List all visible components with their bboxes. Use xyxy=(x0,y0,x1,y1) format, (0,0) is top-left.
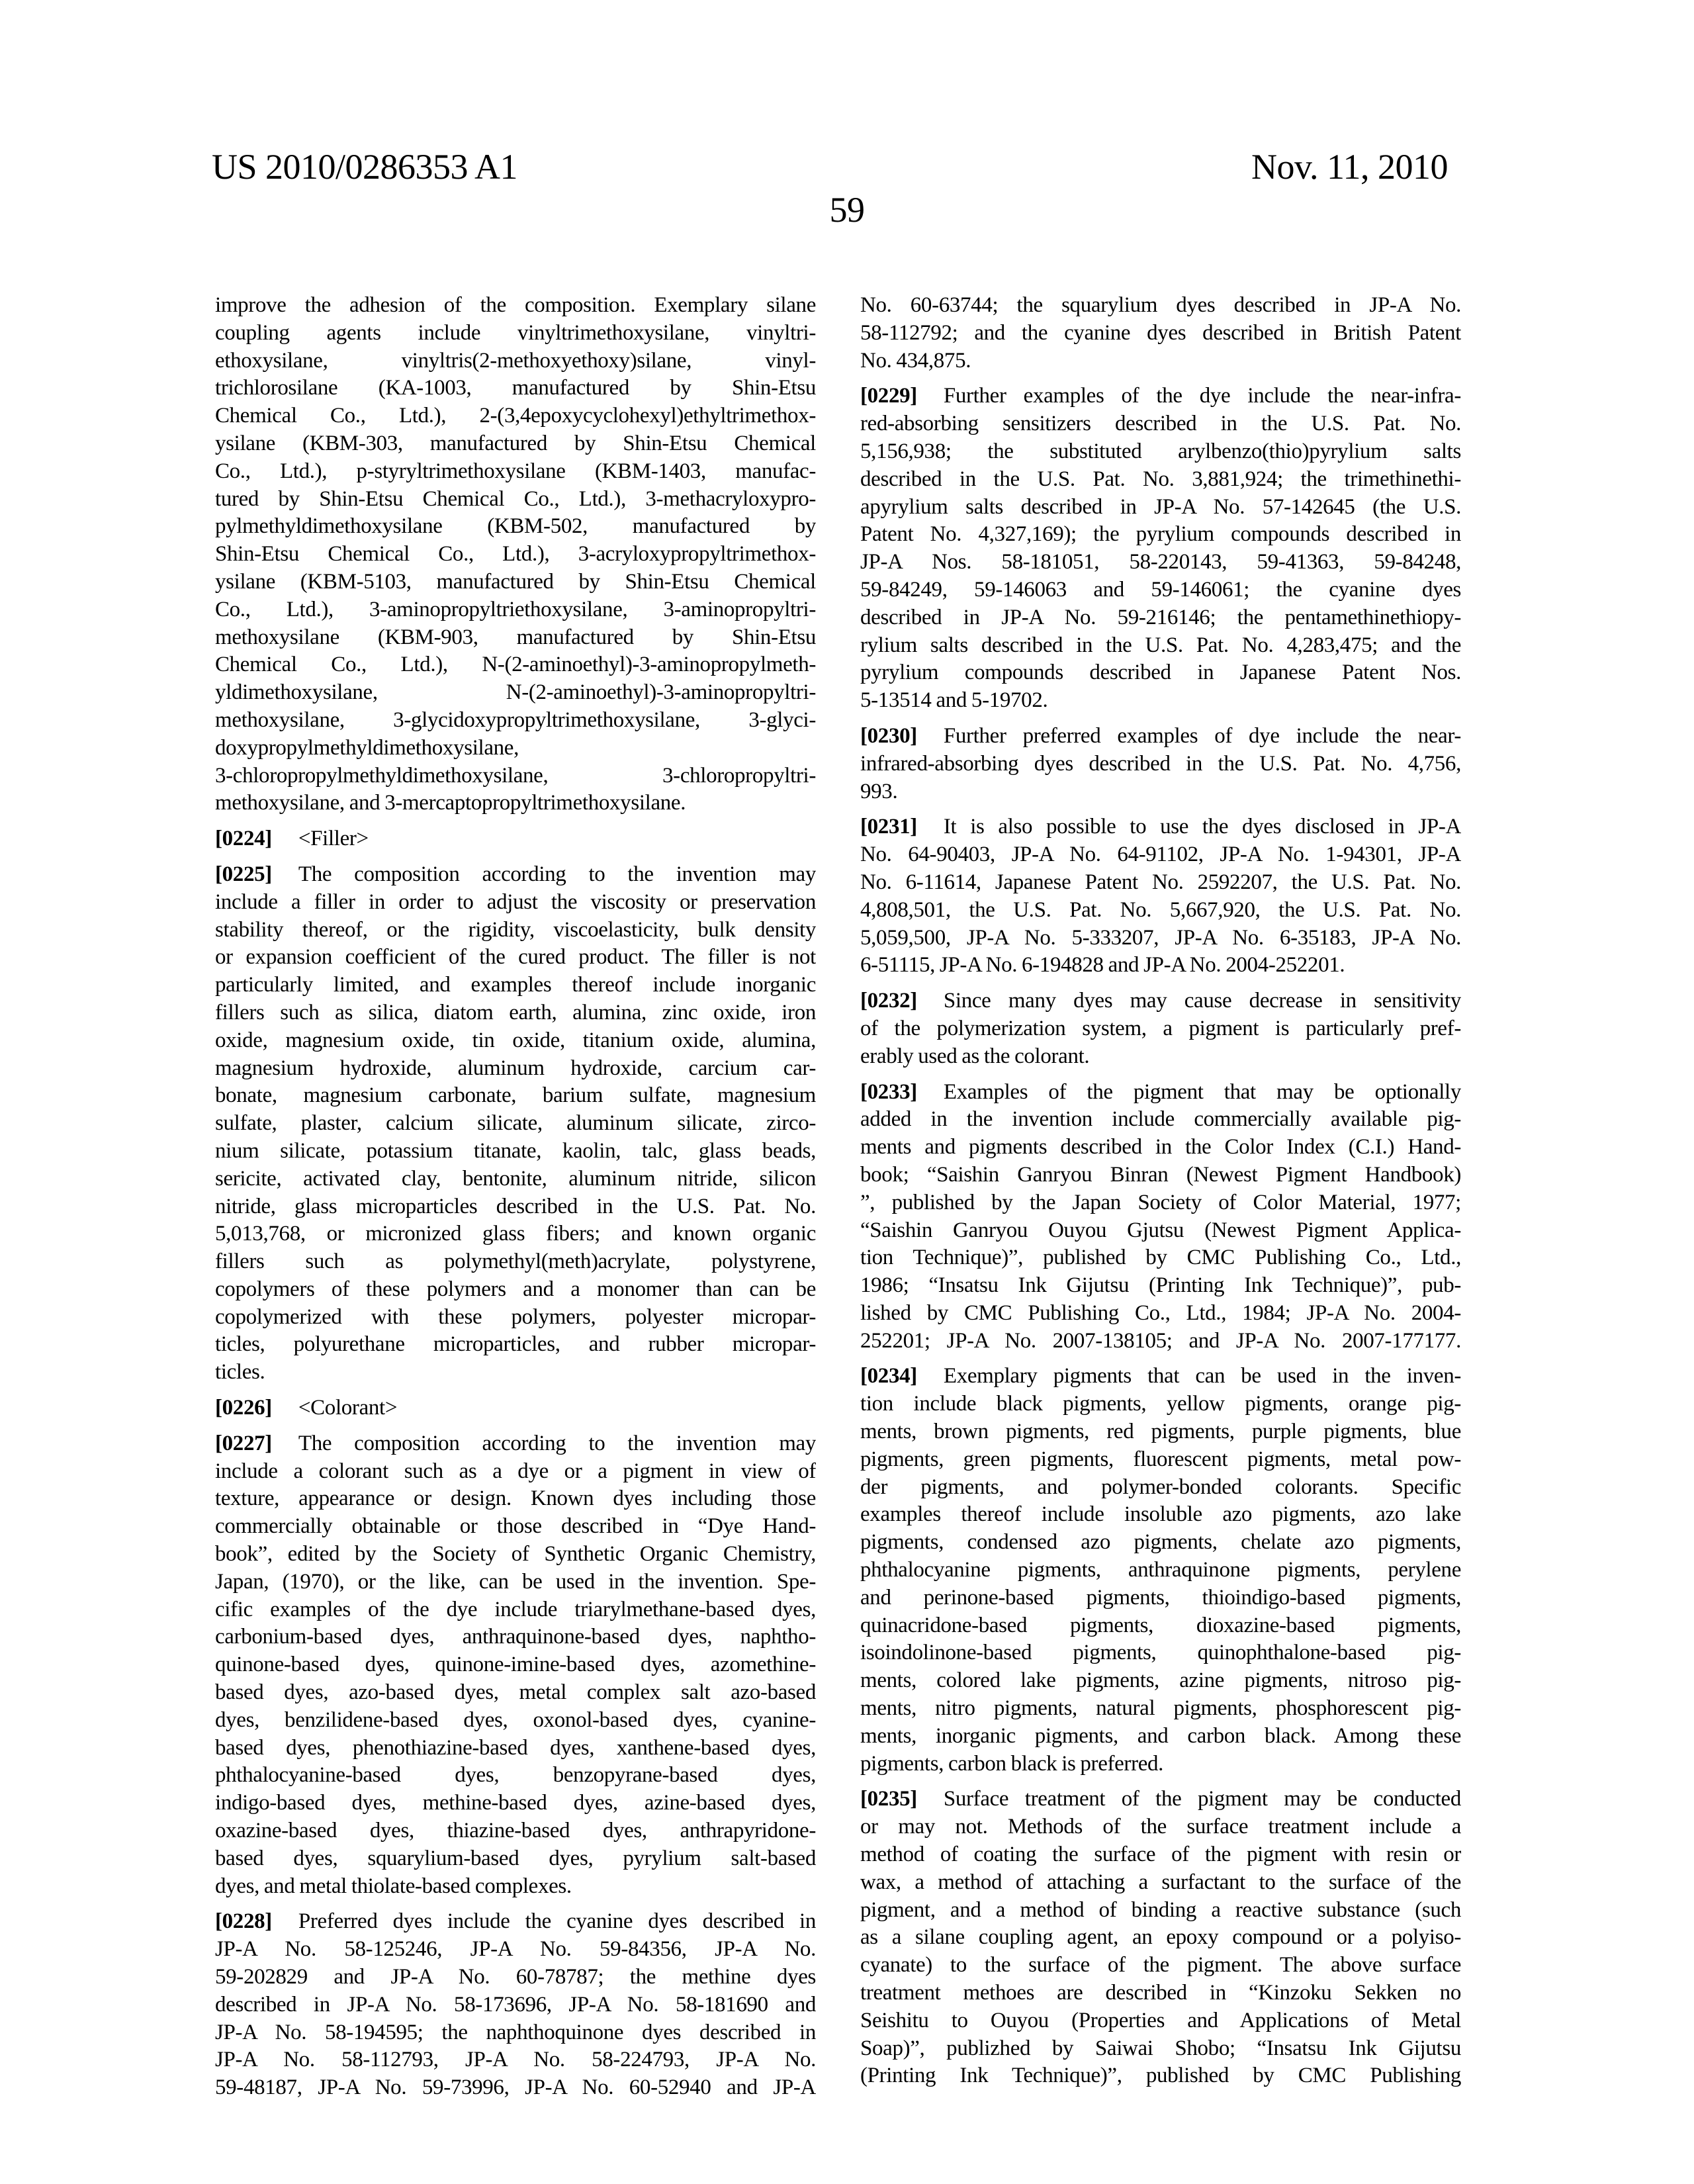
line-text: Japan, (1970), or the like, can be used in the invention. Spe- xyxy=(215,1569,816,1594)
text-line xyxy=(215,1276,816,1304)
line-text: pigment, and a method of binding a reactive substance (such xyxy=(860,1897,1461,1922)
line-text: based dyes, azo-based dyes, metal complex salt azo-based xyxy=(215,1680,816,1705)
text-line xyxy=(860,1106,1461,1134)
line-text: JP-A No. 58-194595; the naphthoquinone dyes described in xyxy=(215,2020,816,2044)
paragraph xyxy=(860,383,1461,715)
line-text: tion include black pigments, yellow pigments, orange pig- xyxy=(860,1392,1461,1416)
line-text: 1986; “Insatsu Ink Gijutsu (Printing Ink Technique)”, pub- xyxy=(860,1273,1461,1298)
text-line xyxy=(860,320,1461,347)
text-line xyxy=(215,1908,816,1936)
line-text: of the polymerization system, a pigment is particularly pref- xyxy=(860,1016,1461,1040)
text-line xyxy=(215,2074,816,2102)
line-text: ments, brown pigments, red pigments, purple pigments, blue xyxy=(860,1420,1461,1444)
text-line xyxy=(215,1458,816,1486)
text-line xyxy=(860,1751,1461,1778)
line-text: Further preferred examples of dye include the near- xyxy=(943,723,1461,748)
text-line xyxy=(215,1220,816,1248)
text-line xyxy=(860,1584,1461,1612)
line-text: Chemical Co., Ltd.), 2-(3,4epoxycyclohexyl)ethyltrimethox- xyxy=(215,404,816,428)
paragraph-number: [0234] xyxy=(860,1364,917,1388)
line-text: <Filler> xyxy=(298,827,369,851)
text-line xyxy=(860,576,1461,604)
text-line xyxy=(860,466,1461,494)
line-text: improve the adhesion of the composition. Exemplary silane xyxy=(215,293,816,317)
line-text: methoxysilane (KBM-903, manufactured by Shin-Etsu xyxy=(215,625,816,649)
paragraph-gap xyxy=(215,853,816,861)
line-text: oxide, magnesium oxide, tin oxide, titanium oxide, alumina, xyxy=(215,1028,816,1052)
line-text: texture, appearance or design. Known dyes including those xyxy=(215,1486,816,1511)
text-line xyxy=(860,1418,1461,1446)
text-line xyxy=(860,952,1461,979)
line-text: dyes, benzilidene-based dyes, oxonol-based dyes, cyanine- xyxy=(215,1707,816,1732)
text-line xyxy=(860,292,1461,320)
text-line xyxy=(860,841,1461,869)
line-text: rylium salts described in the U.S. Pat. No. 4,283,475; and the xyxy=(860,633,1461,657)
text-line xyxy=(860,1300,1461,1328)
text-line xyxy=(215,999,816,1027)
text-line xyxy=(860,1557,1461,1584)
line-text: wax, a method of attaching a surfactant to the surface of the xyxy=(860,1870,1461,1894)
text-line xyxy=(860,632,1461,660)
text-line xyxy=(860,897,1461,925)
text-line xyxy=(860,659,1461,687)
text-line xyxy=(215,596,816,624)
text-line xyxy=(215,1623,816,1651)
text-line xyxy=(215,1991,816,2019)
line-text: doxypropylmethyldimethoxysilane, xyxy=(215,735,519,760)
line-text: Shin-Etsu Chemical Co., Ltd.), 3-acryloxypropyltrimethox- xyxy=(215,542,816,567)
line-text: cific examples of the dye include triarylmethane-based dyes, xyxy=(215,1597,816,1621)
line-text: tured by Shin-Etsu Chemical Co., Ltd.), 3-methacryloxypro- xyxy=(215,486,816,511)
line-text: No. 60-63744; the squarylium dyes described in JP-A No. xyxy=(860,293,1461,317)
line-text: based dyes, squarylium-based dyes, pyrylium salt-based xyxy=(215,1846,816,1870)
text-line xyxy=(860,2007,1461,2035)
paragraph-gap xyxy=(860,1778,1461,1786)
paragraph xyxy=(860,292,1461,375)
text-line xyxy=(215,825,816,853)
text-line xyxy=(215,624,816,652)
line-text: include a filler in order to adjust the viscosity or preservation xyxy=(215,889,816,914)
line-text: ments, nitro pigments, natural pigments, phosphorescent pig- xyxy=(860,1696,1461,1721)
text-line xyxy=(860,1813,1461,1841)
line-text: method of coating the surface of the pigment with resin or xyxy=(860,1843,1461,1867)
line-text: Seishitu to Ouyou (Properties and Applications of Metal xyxy=(860,2008,1461,2032)
line-text: JP-A No. 58-125246, JP-A No. 59-84356, JP-A No. xyxy=(215,1937,816,1962)
line-text: 59-84249, 59-146063 and 59-146061; the cyanine dyes xyxy=(860,577,1461,602)
text-line xyxy=(215,347,816,375)
text-line xyxy=(215,1790,816,1817)
line-text: ments, colored lake pigments, azine pigments, nitroso pig- xyxy=(860,1668,1461,1693)
text-line xyxy=(215,1430,816,1458)
paragraph-gap xyxy=(860,1071,1461,1079)
text-line xyxy=(860,1043,1461,1071)
line-text: phthalocyanine pigments, anthraquinone pigments, perylene xyxy=(860,1558,1461,1582)
paragraph-number: [0235] xyxy=(860,1787,917,1811)
line-text: oxazine-based dyes, thiazine-based dyes, anthrapyridone- xyxy=(215,1819,816,1843)
text-line xyxy=(860,1695,1461,1723)
line-text: ysilane (KBM-5103, manufactured by Shin-Etsu Chemical xyxy=(215,569,816,594)
paragraph-gap xyxy=(860,1355,1461,1363)
line-text: No. 6-11614, Japanese Patent No. 2592207, the U.S. Pat. No. xyxy=(860,870,1461,894)
text-line xyxy=(215,1569,816,1596)
text-line xyxy=(860,494,1461,522)
line-text: fillers such as silica, diatom earth, alumina, zinc oxide, iron xyxy=(215,1000,816,1024)
line-text: ments, inorganic pigments, and carbon black. Among these xyxy=(860,1723,1461,1748)
paragraph xyxy=(215,825,816,853)
text-line xyxy=(215,458,816,486)
paragraph-gap xyxy=(860,805,1461,813)
line-text: methoxysilane, and 3-mercaptopropyltrimethoxysilane. xyxy=(215,791,686,815)
line-text: The composition according to the invention may xyxy=(298,1431,816,1455)
line-text: 58-112792; and the cyanine dyes described in British Patent xyxy=(860,320,1461,345)
line-text: Patent No. 4,327,169); the pyrylium compounds described in xyxy=(860,522,1461,547)
text-line xyxy=(215,430,816,458)
text-line xyxy=(860,1612,1461,1640)
line-text: magnesium hydroxide, aluminum hydroxide, carcium car- xyxy=(215,1056,816,1080)
paragraph xyxy=(860,987,1461,1070)
line-text: sulfate, plaster, calcium silicate, aluminum silicate, zirco- xyxy=(215,1111,816,1136)
text-line xyxy=(215,1165,816,1193)
line-text: “Saishin Ganryou Ouyou Gjutsu (Newest Pigment Applica- xyxy=(860,1218,1461,1242)
line-text: 5-13514 and 5-19702. xyxy=(860,688,1048,713)
right-column xyxy=(860,292,1461,2090)
text-line xyxy=(215,541,816,569)
line-text: Co., Ltd.), p-styryltrimethoxysilane (KBM-1403, manufac- xyxy=(215,459,816,483)
text-line xyxy=(215,762,816,790)
line-text: apyrylium salts described in JP-A No. 57-142645 (the U.S. xyxy=(860,494,1461,519)
line-text: and perinone-based pigments, thioindigo-based pigments, xyxy=(860,1585,1461,1610)
line-text: stability thereof, or the rigidity, viscoelasticity, bulk density xyxy=(215,917,816,942)
line-text: 5,013,768, or micronized glass fibers; and known organic xyxy=(215,1222,816,1246)
line-text: fillers such as polymethyl(meth)acrylate, polystyrene, xyxy=(215,1250,816,1274)
publication-date: Nov. 11, 2010 xyxy=(1251,147,1448,187)
text-line xyxy=(860,1328,1461,1355)
text-line xyxy=(215,1513,816,1541)
line-text: tion Technique)”, published by CMC Publishing Co., Ltd., xyxy=(860,1246,1461,1270)
line-text: Exemplary pigments that can be used in the inven- xyxy=(943,1364,1461,1388)
paragraph-number: [0233] xyxy=(860,1079,917,1104)
line-text: It is also possible to use the dyes disclosed in JP-A xyxy=(943,815,1461,839)
paragraph-number: [0225] xyxy=(215,862,272,886)
paragraph-number: [0229] xyxy=(860,384,917,408)
text-line xyxy=(215,513,816,541)
text-line xyxy=(860,438,1461,466)
line-text: copolymerized with these polymers, polyester micropar- xyxy=(215,1304,816,1329)
text-line xyxy=(215,1082,816,1110)
line-text: erably used as the colorant. xyxy=(860,1044,1090,1068)
text-line xyxy=(860,1897,1461,1925)
text-line xyxy=(860,987,1461,1015)
text-line xyxy=(215,2019,816,2047)
line-text: The composition according to the invention may xyxy=(298,862,816,886)
text-line xyxy=(215,1735,816,1762)
paragraph-number: [0230] xyxy=(860,723,917,748)
text-line xyxy=(215,707,816,735)
line-text: described in the U.S. Pat. No. 3,881,924; the trimethinethi- xyxy=(860,467,1461,491)
paragraph-gap xyxy=(860,715,1461,723)
paragraph-gap xyxy=(860,375,1461,383)
text-line xyxy=(215,1873,816,1901)
paragraph xyxy=(860,1786,1461,2090)
line-text: quinone-based dyes, quinone-imine-based dyes, azomethine- xyxy=(215,1653,816,1677)
text-line xyxy=(215,1055,816,1083)
text-line xyxy=(860,1189,1461,1217)
line-text: 6-51115, JP-A No. 6-194828 and JP-A No. 2004-252201. xyxy=(860,953,1345,978)
line-text: commercially obtainable or those described in “Dye Hand- xyxy=(215,1514,816,1539)
line-text: phthalocyanine-based dyes, benzopyrane-based dyes, xyxy=(215,1763,816,1788)
line-text: described in JP-A No. 58-173696, JP-A No. 58-181690 and xyxy=(215,1992,816,2017)
paragraph xyxy=(215,1908,816,2102)
paragraph-gap xyxy=(215,1900,816,1908)
line-text: added in the invention include commercially available pig- xyxy=(860,1107,1461,1132)
text-line xyxy=(215,320,816,347)
line-text: ysilane (KBM-303, manufactured by Shin-Etsu Chemical xyxy=(215,431,816,455)
line-text: copolymers of these polymers and a monomer than can be xyxy=(215,1277,816,1301)
text-line xyxy=(215,1596,816,1624)
paragraph-number: [0224] xyxy=(215,827,272,851)
text-line xyxy=(860,1161,1461,1189)
text-line xyxy=(860,1134,1461,1161)
line-text: yldimethoxysilane, N-(2-aminoethyl)-3-aminopropyltri- xyxy=(215,680,816,705)
publication-number: US 2010/0286353 A1 xyxy=(212,147,518,187)
text-line xyxy=(860,813,1461,841)
line-text: pylmethyldimethoxysilane (KBM-502, manufactured by xyxy=(215,514,816,539)
line-text: 59-48187, JP-A No. 59-73996, JP-A No. 60-52940 and JP-A xyxy=(215,2075,816,2100)
line-text: carbonium-based dyes, anthraquinone-based dyes, naphtho- xyxy=(215,1625,816,1649)
text-line xyxy=(860,1979,1461,2007)
text-line xyxy=(860,1015,1461,1043)
text-line xyxy=(860,925,1461,952)
line-text: 5,156,938; the substituted arylbenzo(thio)pyrylium salts xyxy=(860,439,1461,463)
line-text: red-absorbing sensitizers described in the U.S. Pat. No. xyxy=(860,412,1461,436)
text-line xyxy=(215,1762,816,1790)
paragraph-number: [0232] xyxy=(860,989,917,1013)
paragraph-number: [0228] xyxy=(215,1909,272,1934)
text-line xyxy=(860,1723,1461,1751)
line-text: lished by CMC Publishing Co., Ltd., 1984; JP-A No. 2004- xyxy=(860,1300,1461,1325)
text-line xyxy=(860,410,1461,438)
line-text: Further examples of the dye include the near-infra- xyxy=(943,384,1461,408)
line-text: nium silicate, potassium titanate, kaolin, talc, glass beads, xyxy=(215,1138,816,1163)
paragraph xyxy=(215,292,816,817)
line-text: based dyes, phenothiazine-based dyes, xanthene-based dyes, xyxy=(215,1735,816,1760)
text-line xyxy=(860,1501,1461,1529)
text-line xyxy=(860,1529,1461,1557)
text-line xyxy=(215,1651,816,1679)
paragraph-number: [0226] xyxy=(215,1396,272,1420)
text-line xyxy=(215,790,816,817)
line-text: ticles. xyxy=(215,1360,265,1385)
line-text: 252201; JP-A No. 2007-138105; and JP-A No. 2007-177177. xyxy=(860,1328,1461,1353)
text-line xyxy=(860,549,1461,576)
line-text: ”, published by the Japan Society of Color Material, 1977; xyxy=(860,1190,1461,1214)
text-line xyxy=(860,1446,1461,1474)
text-line xyxy=(860,1079,1461,1107)
line-text: 4,808,501, the U.S. Pat. No. 5,667,920, the U.S. Pat. No. xyxy=(860,897,1461,922)
line-text: JP-A No. 58-112793, JP-A No. 58-224793, JP-A No. xyxy=(215,2048,816,2072)
line-text: Examples of the pigment that may be optionally xyxy=(943,1079,1461,1104)
line-text: Surface treatment of the pigment may be conducted xyxy=(943,1787,1461,1811)
text-line xyxy=(215,1248,816,1276)
text-line xyxy=(215,972,816,999)
text-line xyxy=(215,1027,816,1055)
text-line xyxy=(215,1331,816,1359)
paragraph xyxy=(860,813,1461,979)
line-text: 59-202829 and JP-A No. 60-78787; the methine dyes xyxy=(215,1965,816,1989)
line-text: pigments, condensed azo pigments, chelate azo pigments, xyxy=(860,1530,1461,1555)
line-text: particularly limited, and examples thereof include inorganic xyxy=(215,973,816,997)
line-text: nitride, glass microparticles described in the U.S. Pat. No. xyxy=(215,1194,816,1218)
text-line xyxy=(860,869,1461,897)
line-text: No. 434,875. xyxy=(860,348,971,373)
line-text: 993. xyxy=(860,779,898,803)
line-text: trichlorosilane (KA-1003, manufactured by Shin-Etsu xyxy=(215,376,816,400)
text-line xyxy=(860,778,1461,806)
line-text: cyanate) to the surface of the pigment. The above surface xyxy=(860,1953,1461,1978)
line-text: include a colorant such as a dye or a pigment in view of xyxy=(215,1459,816,1483)
text-line xyxy=(215,569,816,596)
text-line xyxy=(215,1394,816,1422)
text-line xyxy=(860,1390,1461,1418)
text-line xyxy=(860,1639,1461,1667)
line-text: der pigments, and polymer-bonded colorants. Specific xyxy=(860,1475,1461,1499)
line-text: book”, edited by the Society of Synthetic Organic Chemistry, xyxy=(215,1542,816,1567)
line-text: JP-A Nos. 58-181051, 58-220143, 59-41363, 59-84248, xyxy=(860,550,1461,574)
text-line xyxy=(860,2062,1461,2090)
text-line xyxy=(860,1869,1461,1897)
text-line xyxy=(860,604,1461,632)
line-text: bonate, magnesium carbonate, barium sulfate, magnesium xyxy=(215,1083,816,1108)
text-line xyxy=(215,1707,816,1735)
text-line xyxy=(860,1786,1461,1813)
text-line xyxy=(215,2046,816,2074)
paragraph-gap xyxy=(215,1387,816,1394)
paragraph xyxy=(860,1079,1461,1355)
line-text: dyes, and metal thiolate-based complexes. xyxy=(215,1874,572,1898)
text-line xyxy=(215,651,816,679)
text-line xyxy=(215,1110,816,1138)
text-line xyxy=(860,1952,1461,1979)
line-text: pigments, carbon black is preferred. xyxy=(860,1751,1164,1776)
text-line xyxy=(215,1541,816,1569)
paragraph xyxy=(860,723,1461,805)
text-line xyxy=(215,917,816,944)
line-text: or expansion coefficient of the cured product. The filler is not xyxy=(215,945,816,970)
paragraph-gap xyxy=(860,979,1461,987)
line-text: 5,059,500, JP-A No. 5-333207, JP-A No. 6-35183, JP-A No. xyxy=(860,925,1461,950)
paragraph xyxy=(215,1394,816,1422)
paragraph-number: [0227] xyxy=(215,1431,272,1455)
line-text: <Colorant> xyxy=(298,1396,398,1420)
text-line xyxy=(860,1363,1461,1390)
text-line xyxy=(860,751,1461,778)
line-text: ethoxysilane, vinyltris(2-methoxyethoxy)silane, vinyl- xyxy=(215,348,816,373)
line-text: indigo-based dyes, methine-based dyes, azine-based dyes, xyxy=(215,1791,816,1815)
line-text: as a silane coupling agent, an epoxy compound or a polyiso- xyxy=(860,1925,1461,1950)
text-line xyxy=(860,1841,1461,1869)
line-text: coupling agents include vinyltrimethoxysilane, vinyltri- xyxy=(215,320,816,345)
line-text: Co., Ltd.), 3-aminopropyltriethoxysilane, 3-aminopropyltri- xyxy=(215,597,816,621)
text-line xyxy=(215,1936,816,1964)
line-text: Preferred dyes include the cyanine dyes described in xyxy=(298,1909,816,1934)
text-line xyxy=(215,1817,816,1845)
text-line xyxy=(215,1964,816,1991)
text-line xyxy=(215,292,816,320)
page-number: 59 xyxy=(829,190,865,230)
text-line xyxy=(215,375,816,402)
text-line xyxy=(215,1485,816,1513)
line-text: (Printing Ink Technique)”, published by CMC Publishing xyxy=(860,2064,1461,2088)
line-text: sericite, activated clay, bentonite, aluminum nitride, silicon xyxy=(215,1166,816,1191)
text-line xyxy=(215,1193,816,1221)
text-line xyxy=(215,1845,816,1873)
text-line xyxy=(860,383,1461,410)
line-text: pigments, green pigments, fluorescent pigments, metal pow- xyxy=(860,1447,1461,1471)
line-text: described in JP-A No. 59-216146; the pentamethinethiopy- xyxy=(860,605,1461,629)
text-line xyxy=(860,1244,1461,1272)
text-line xyxy=(860,1924,1461,1952)
text-line xyxy=(860,1217,1461,1245)
text-line xyxy=(860,687,1461,715)
line-text: isoindolinone-based pigments, quinophthalone-based pig- xyxy=(860,1641,1461,1665)
left-column xyxy=(215,292,816,2102)
text-line xyxy=(215,889,816,917)
paragraph xyxy=(860,1363,1461,1778)
line-text: examples thereof include insoluble azo pigments, azo lake xyxy=(860,1502,1461,1527)
line-text: treatment methoes are described in “Kinzoku Sekken no xyxy=(860,1981,1461,2005)
line-text: Since many dyes may cause decrease in sensitivity xyxy=(943,989,1461,1013)
line-text: book; “Saishin Ganryou Binran (Newest Pigment Handbook) xyxy=(860,1162,1461,1187)
line-text: No. 64-90403, JP-A No. 64-91102, JP-A No. 1-94301, JP-A xyxy=(860,842,1461,867)
paragraph xyxy=(215,1430,816,1901)
line-text: ticles, polyurethane microparticles, and rubber micropar- xyxy=(215,1332,816,1357)
text-line xyxy=(215,944,816,972)
paragraph-gap xyxy=(215,817,816,825)
text-line xyxy=(215,735,816,762)
paragraph xyxy=(215,861,816,1387)
line-text: pyrylium compounds described in Japanese Patent Nos. xyxy=(860,660,1461,685)
line-text: infrared-absorbing dyes described in the U.S. Pat. No. 4,756, xyxy=(860,751,1461,776)
text-line xyxy=(215,486,816,514)
line-text: 3-chloropropylmethyldimethoxysilane, 3-chloropropyltri- xyxy=(215,763,816,788)
text-line xyxy=(215,679,816,707)
text-line xyxy=(860,1474,1461,1502)
line-text: or may not. Methods of the surface treatment include a xyxy=(860,1815,1461,1839)
text-line xyxy=(215,1138,816,1165)
line-text: ments and pigments described in the Color Index (C.I.) Hand- xyxy=(860,1135,1461,1160)
text-line xyxy=(215,861,816,889)
line-text: Chemical Co., Ltd.), N-(2-aminoethyl)-3-aminopropylmeth- xyxy=(215,653,816,677)
paragraph-gap xyxy=(215,1422,816,1430)
line-text: methoxysilane, 3-glycidoxypropyltrimethoxysilane, 3-glyci- xyxy=(215,707,816,732)
text-line xyxy=(215,402,816,430)
text-line xyxy=(860,347,1461,375)
text-line xyxy=(860,723,1461,751)
text-line xyxy=(215,1679,816,1707)
paragraph-number: [0231] xyxy=(860,815,917,839)
text-line xyxy=(860,1667,1461,1695)
text-line xyxy=(215,1359,816,1387)
text-line xyxy=(860,521,1461,549)
line-text: Soap)”, publizhed by Saiwai Shobo; “Insatsu Ink Gijutsu xyxy=(860,2036,1461,2060)
text-line xyxy=(860,2035,1461,2063)
text-line xyxy=(860,1272,1461,1300)
line-text: quinacridone-based pigments, dioxazine-based pigments, xyxy=(860,1613,1461,1637)
text-line xyxy=(215,1304,816,1332)
